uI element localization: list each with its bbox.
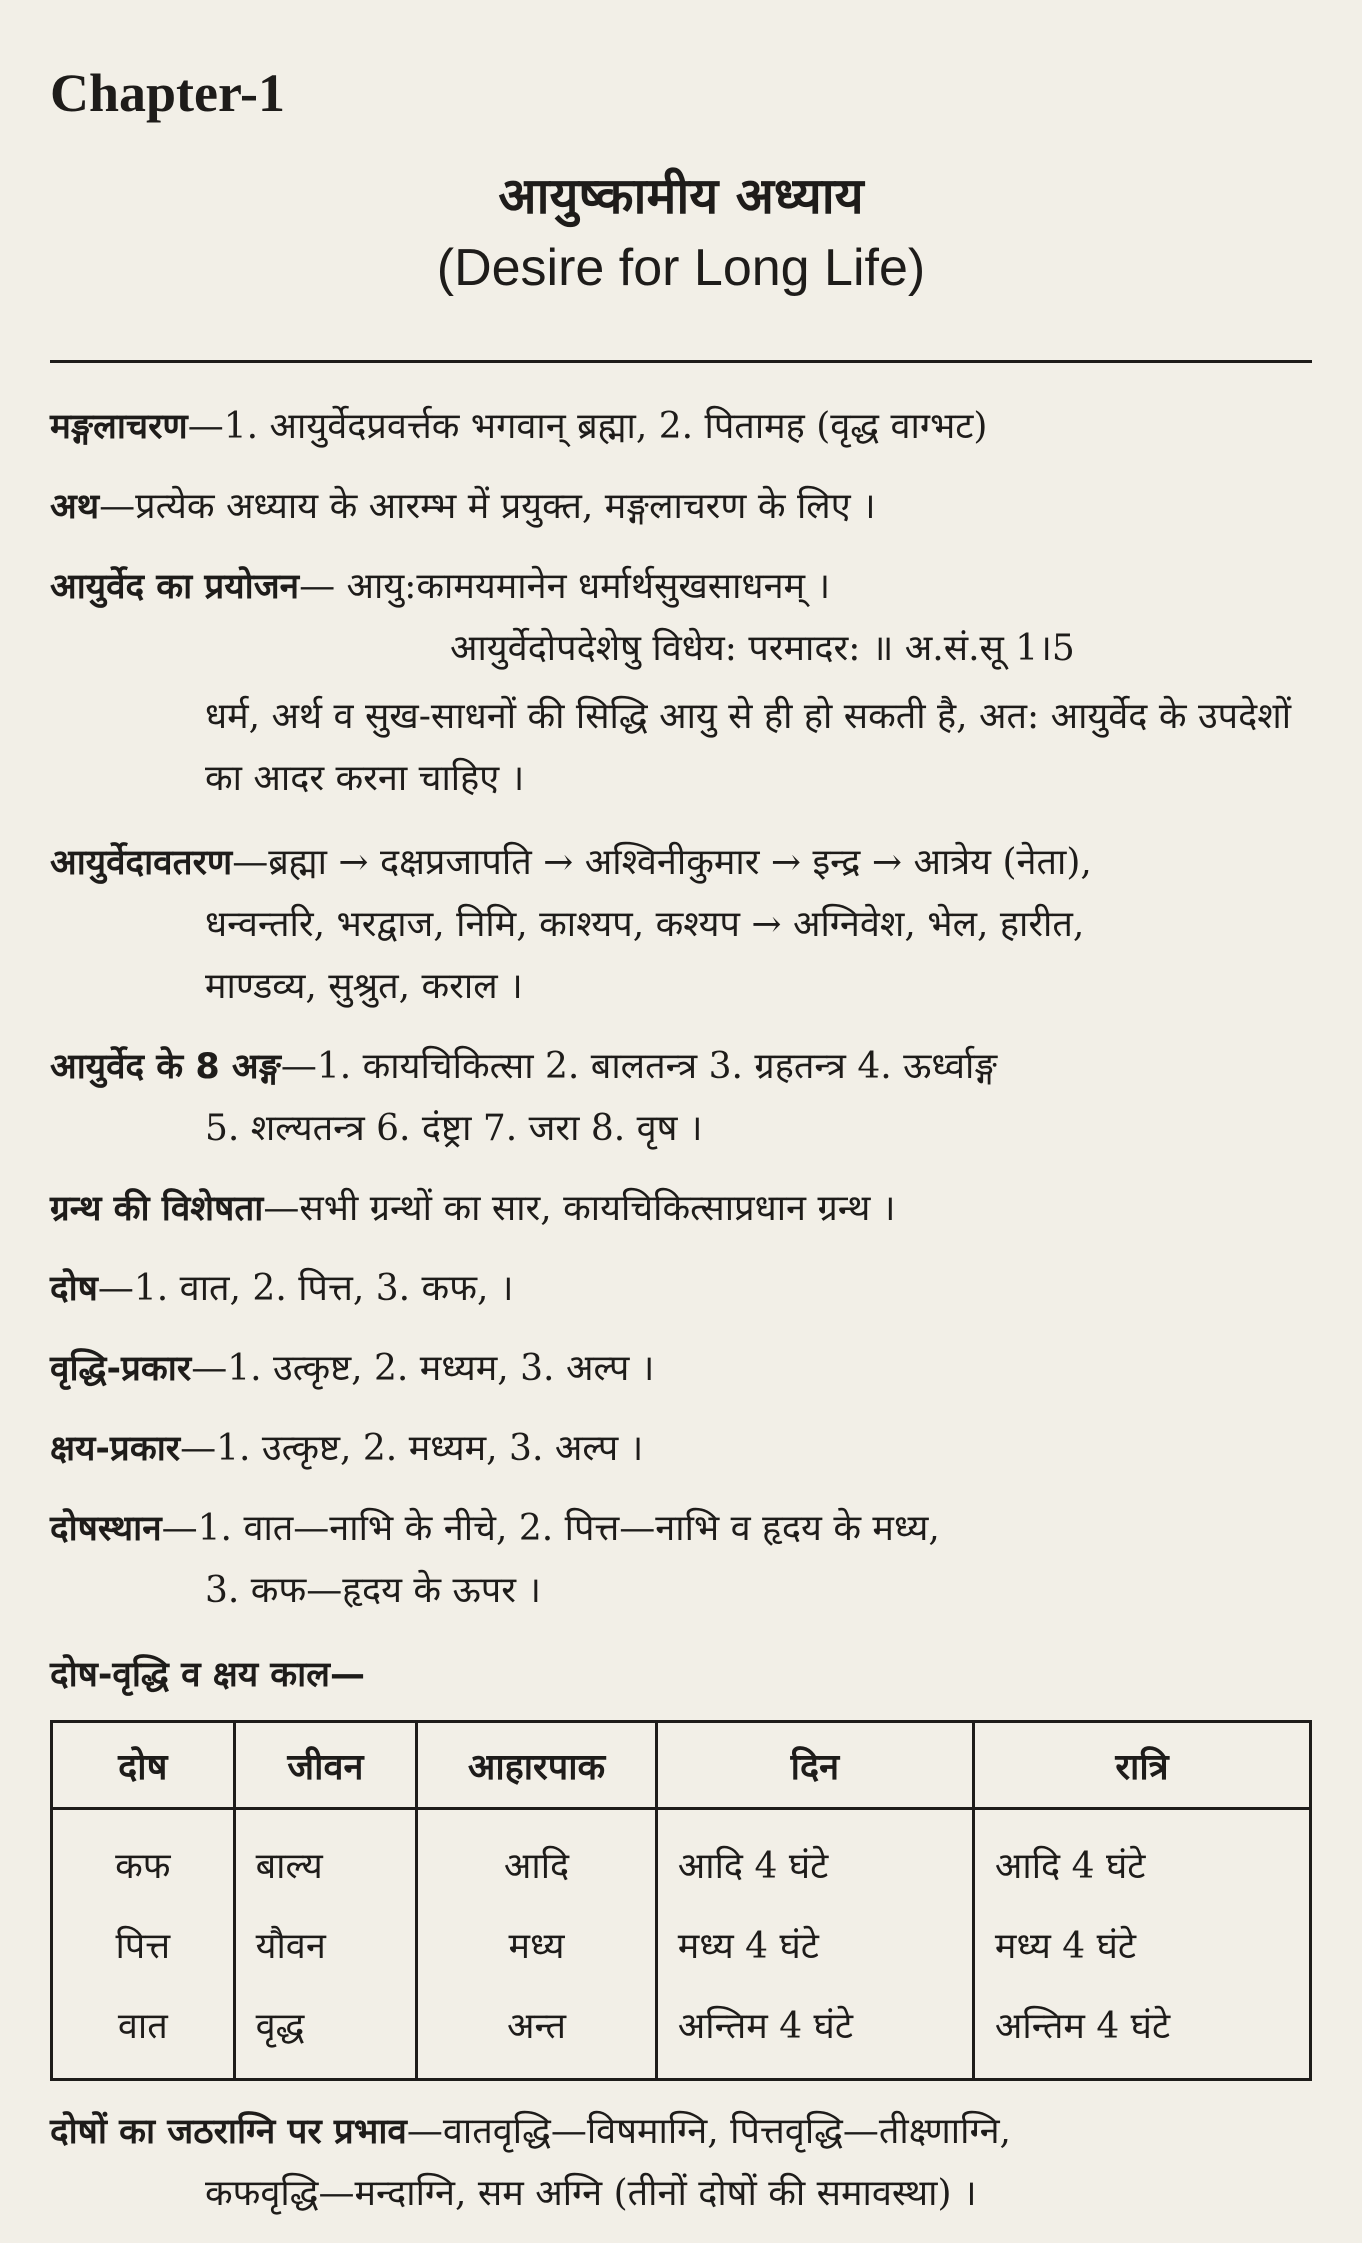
entry-avataran (50, 832, 1312, 1018)
entry-text-line-1: —1. कायचिकित्सा 2. बालतन्त्र 3. ग्रहतन्त्र 4. ऊर्ध्वाङ्ग (280, 1046, 998, 1087)
entry-text-line-1: —वातवृद्धि—विषमाग्नि, पित्तवृद्धि—तीक्ष्णाग्नि, (406, 2111, 1011, 2152)
table-cell: आदि (417, 1809, 657, 1905)
entry-mangalacharan (50, 396, 1312, 458)
table-cell: वात (52, 1984, 235, 2080)
table-cell: वृद्ध (234, 1984, 417, 2080)
dosha-kaal-table (50, 1720, 1312, 2081)
entry-text: —प्रत्येक अध्याय के आरम्भ में प्रयुक्त, मङ्गलाचरण के लिए । (99, 486, 876, 527)
entry-heading: अथ (50, 487, 100, 527)
table-cell: अन्तिम 4 घंटे (973, 1984, 1310, 2080)
entry-vriddhi (50, 1338, 1312, 1400)
entry-text-line-2: धन्वन्तरि, भरद्वाज, निमि, काश्यप, कश्यप → अग्निवेश, भेल, हारीत, (205, 904, 1085, 945)
entry-granth (50, 1178, 1312, 1240)
table-row (52, 1984, 1311, 2080)
entry-heading: ग्रन्थ की विशेषता (50, 1189, 264, 1229)
table-row (52, 1904, 1311, 1984)
table-cell: मध्य (417, 1904, 657, 1984)
entry-anga (50, 1036, 1312, 1160)
entry-text: —1. उत्कृष्ट, 2. मध्यम, 3. अल्प । (180, 1428, 644, 1469)
table-cell: आदि 4 घंटे (656, 1809, 973, 1905)
entry-atha (50, 476, 1312, 538)
entry-prayojan (50, 556, 1312, 680)
entry-text: —1. आयुर्वेदप्रवर्त्तक भगवान् ब्रह्मा, 2. पितामह (वृद्ध वाग्भट) (187, 406, 988, 447)
column-header: दोष (52, 1722, 235, 1809)
entry-heading: दोषों का जठराग्नि पर प्रभाव (50, 2112, 407, 2152)
header-divider (50, 360, 1312, 363)
table-header-row (52, 1722, 1311, 1809)
table-row (52, 1809, 1311, 1905)
entry-text-line-3: माण्डव्य, सुश्रुत, कराल । (205, 966, 523, 1007)
column-header: रात्रि (973, 1722, 1310, 1809)
entry-text-line-2: 3. कफ—हृदय के ऊपर । (205, 1570, 542, 1611)
entry-jatharagni (50, 2101, 1312, 2225)
table-caption: दोष-वृद्धि व क्षय काल— (50, 1655, 365, 1695)
chapter-title: आयुष्कामीय अध्याय (498, 167, 864, 225)
table-cell: आदि 4 घंटे (973, 1809, 1310, 1905)
table-cell: अन्तिम 4 घंटे (656, 1984, 973, 2080)
table-cell: अन्त (417, 1984, 657, 2080)
entry-text: —1. वात, 2. पित्त, 3. कफ, । (97, 1268, 514, 1309)
entry-heading: दोषस्थान (50, 1509, 162, 1549)
entry-text-line-2: कफवृद्धि—मन्दाग्नि, सम अग्नि (तीनों दोषों की समावस्था) । (205, 2173, 977, 2214)
chapter-content (50, 396, 1312, 2243)
entry-text-line-2: 5. शल्यतन्त्र 6. दंष्ट्रा 7. जरा 8. वृष । (205, 1108, 703, 1149)
prayojan-explanation: धर्म, अर्थ व सुख-साधनों की सिद्धि आयु से ही हो सकती है, अत: आयुर्वेद के उपदेशों का आदर करना चाहिए । (205, 696, 1292, 799)
verse-line-1: — आयु:कामयमानेन धर्मार्थसुखसाधनम् । (299, 566, 831, 607)
verse-line-2: आयुर्वेदोपदेशेषु विधेय: परमादर: ॥ अ.सं.सू 1।5 (450, 628, 1075, 669)
entry-kshay (50, 1418, 1312, 1480)
table-cell: कफ (52, 1809, 235, 1905)
column-header: आहारपाक (417, 1722, 657, 1809)
table-cell: यौवन (234, 1904, 417, 1984)
entry-heading: क्षय-प्रकार (50, 1429, 181, 1469)
table-cell: बाल्य (234, 1809, 417, 1905)
column-header: दिन (656, 1722, 973, 1809)
entry-heading: आयुर्वेदावतरण (50, 843, 233, 883)
chapter-label: Chapter-1 (50, 63, 285, 123)
entry-text: —सभी ग्रन्थों का सार, कायचिकित्साप्रधान ग्रन्थ । (263, 1188, 896, 1229)
entry-heading: आयुर्वेद के 8 अङ्ग (50, 1047, 281, 1087)
entry-heading: मङ्गलाचरण (50, 407, 188, 447)
column-header: जीवन (234, 1722, 417, 1809)
table-cell: मध्य 4 घंटे (973, 1904, 1310, 1984)
table-cell: मध्य 4 घंटे (656, 1904, 973, 1984)
entry-doshsthan (50, 1498, 1312, 1622)
table-cell: पित्त (52, 1904, 235, 1984)
entry-text: —1. उत्कृष्ट, 2. मध्यम, 3. अल्प । (191, 1348, 655, 1389)
entry-text-line-1: —1. वात—नाभि के नीचे, 2. पित्त—नाभि व हृदय के मध्य, (161, 1508, 940, 1549)
entry-text-line-1: —ब्रह्मा → दक्षप्रजापति → अश्विनीकुमार → इन्द्र → आत्रेय (नेता), (232, 842, 1092, 883)
entry-heading: दोष (50, 1269, 98, 1309)
chapter-subtitle: (Desire for Long Life) (436, 239, 926, 297)
entry-heading: वृद्धि-प्रकार (50, 1349, 192, 1389)
entry-heading: आयुर्वेद का प्रयोजन (50, 567, 300, 607)
entry-dosh (50, 1258, 1312, 1320)
